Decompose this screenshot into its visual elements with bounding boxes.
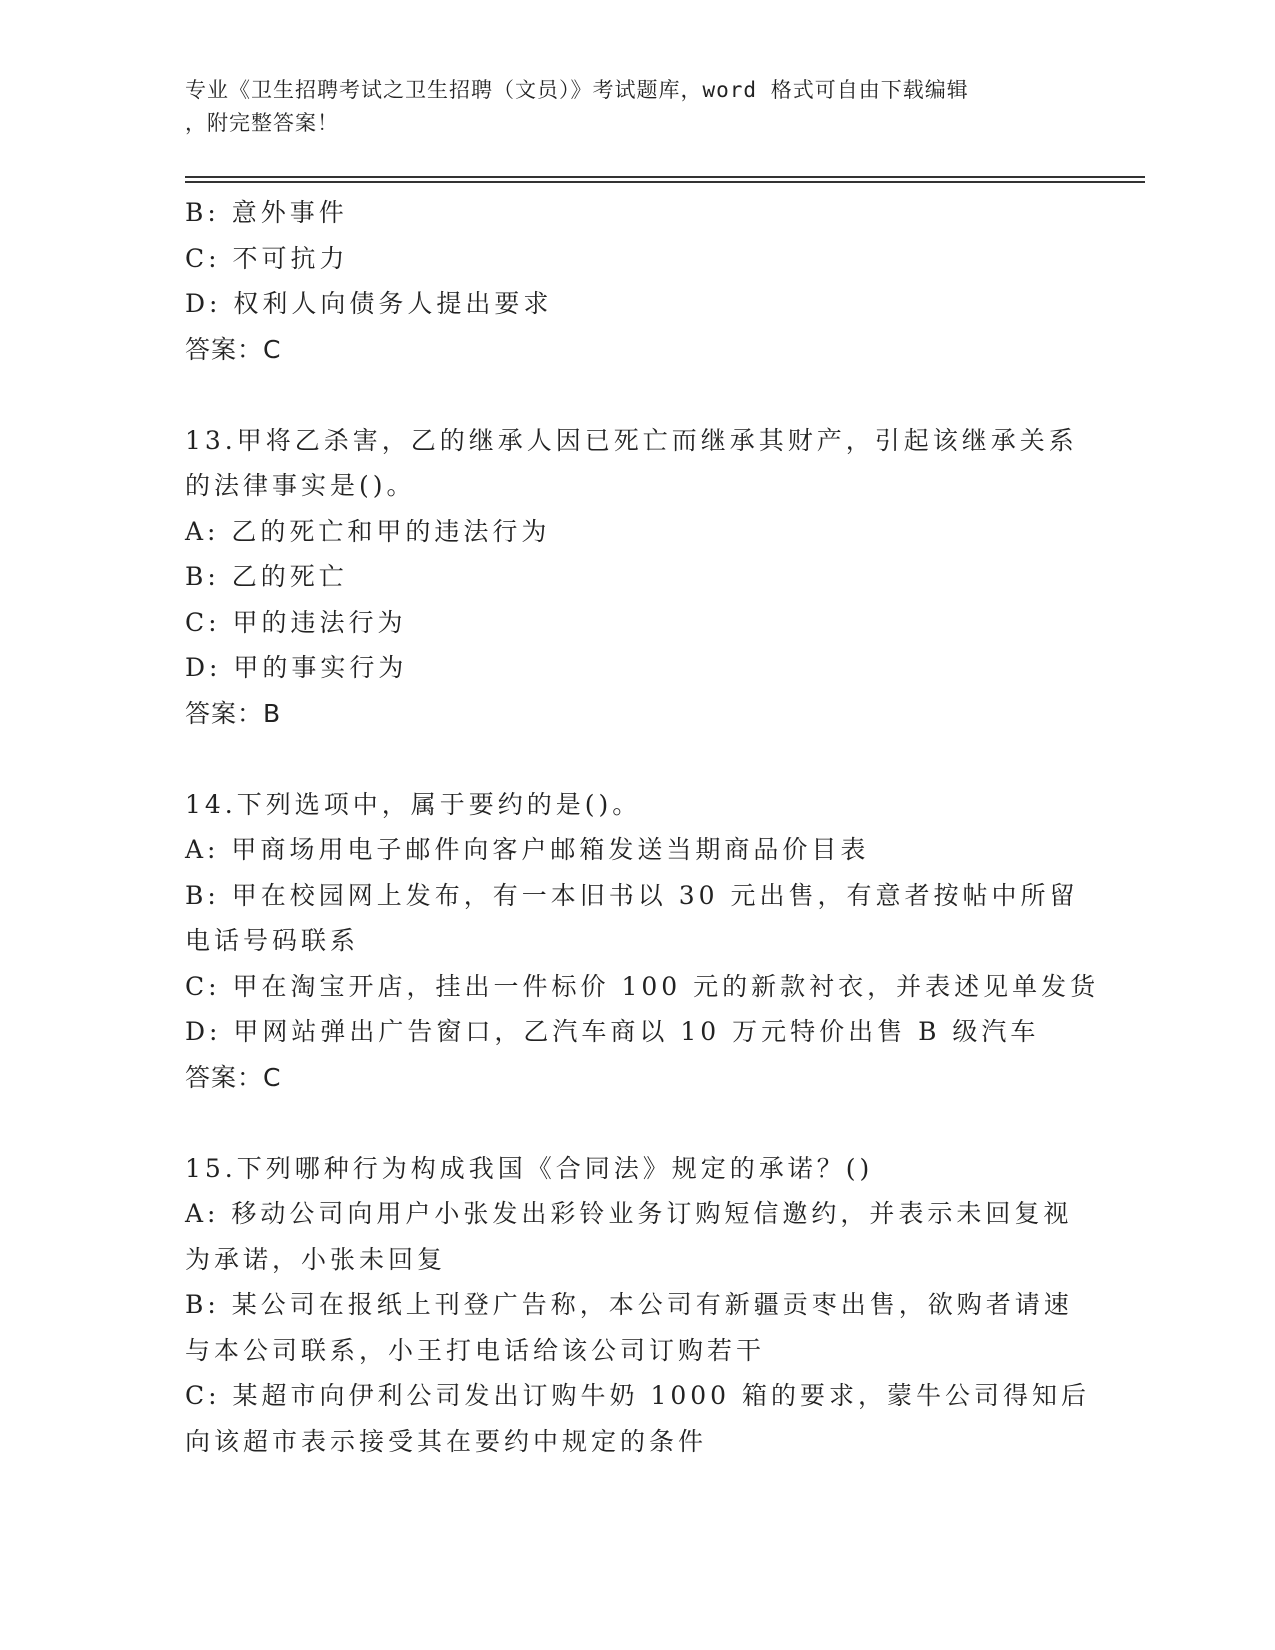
header-line-1: 专业《卫生招聘考试之卫生招聘（文员）》考试题库，word 格式可自由下载编辑 xyxy=(185,78,969,102)
question-block xyxy=(185,190,1085,372)
option-line: B: 某公司在报纸上刊登广告称，本公司有新疆贡枣出售，欲购者请速 xyxy=(185,1290,1073,1319)
option-line: B: 乙的死亡 xyxy=(185,562,348,591)
option-line: 向该超市表示接受其在要约中规定的条件 xyxy=(185,1426,708,1456)
document-header xyxy=(185,74,1065,140)
option-line: A: 乙的死亡和甲的违法行为 xyxy=(185,516,551,546)
question-text: 13.甲将乙杀害，乙的继承人因已死亡而继承其财产，引起该继承关系 xyxy=(185,425,1078,455)
question-text: 的法律事实是()。 xyxy=(185,471,416,500)
answer-line: 答案：C xyxy=(185,1062,282,1092)
option-line: 与本公司联系，小王打电话给该公司订购若干 xyxy=(185,1335,766,1365)
option-line: D: 权利人向债务人提出要求 xyxy=(185,289,553,318)
option-line: C: 甲在淘宝开店，挂出一件标价 100 元的新款衬衣，并表述见单发货 xyxy=(185,971,1100,1001)
header-rule-bottom xyxy=(185,181,1145,183)
spacer xyxy=(185,736,1085,782)
question-text: 14.下列选项中，属于要约的是()。 xyxy=(185,789,642,819)
spacer xyxy=(185,372,1085,418)
question-block xyxy=(185,1146,1091,1465)
question-text: 15.下列哪种行为构成我国《合同法》规定的承诺？() xyxy=(185,1153,874,1183)
option-line: C: 不可抗力 xyxy=(185,243,349,273)
option-line: B: 意外事件 xyxy=(185,198,348,227)
option-line: A: 移动公司向用户小张发出彩铃业务订购短信邀约，并表示未回复视 xyxy=(185,1199,1073,1228)
answer-line: 答案：C xyxy=(185,334,282,364)
option-line: 电话号码联系 xyxy=(185,926,360,955)
document-body xyxy=(185,190,1100,1464)
option-line: C: 甲的违法行为 xyxy=(185,607,407,637)
option-line: C: 某超市向伊利公司发出订购牛奶 1000 箱的要求，蒙牛公司得知后 xyxy=(185,1381,1091,1410)
option-line: A: 甲商场用电子邮件向客户邮箱发送当期商品价目表 xyxy=(185,835,870,864)
header-rule-top xyxy=(185,176,1145,178)
option-line: B: 甲在校园网上发布，有一本旧书以 30 元出售，有意者按帖中所留 xyxy=(185,880,1079,910)
spacer xyxy=(185,1100,1085,1146)
question-block xyxy=(185,418,1085,737)
option-line: D: 甲网站弹出广告窗口，乙汽车商以 10 万元特价出售 B 级汽车 xyxy=(185,1017,1040,1046)
option-line: D: 甲的事实行为 xyxy=(185,653,408,682)
question-block xyxy=(185,782,1100,1101)
option-line: 为承诺，小张未回复 xyxy=(185,1244,447,1274)
header-line-2: ，附完整答案！ xyxy=(185,111,339,135)
answer-line: 答案：B xyxy=(185,698,282,728)
